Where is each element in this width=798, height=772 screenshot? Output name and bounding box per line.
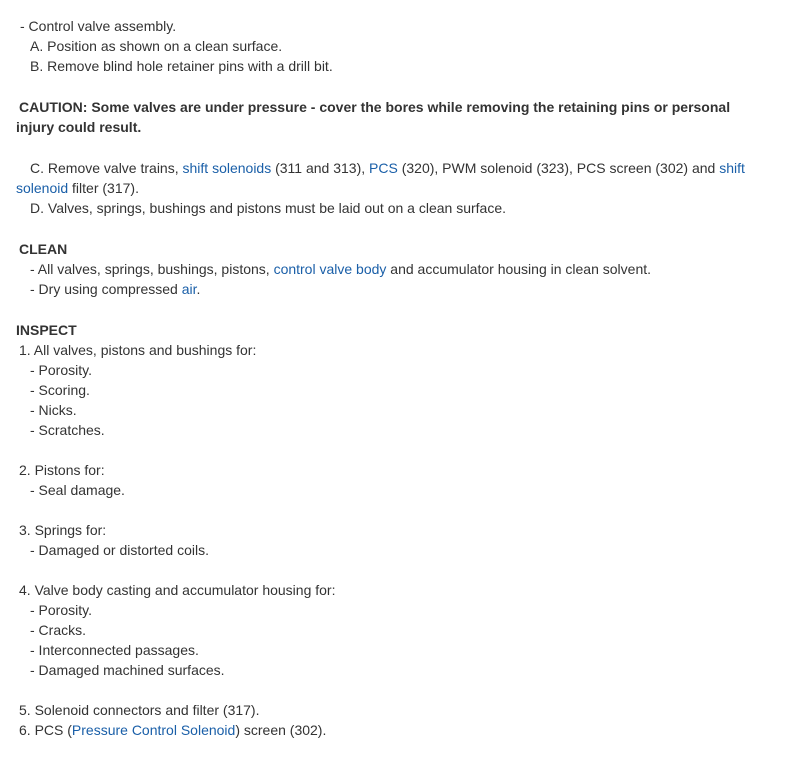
- clean-item-2-text-1: - Dry using compressed: [30, 281, 182, 297]
- shift-solenoids-link[interactable]: shift solenoids: [182, 160, 272, 176]
- clean-item-1: [30, 259, 768, 279]
- inspect-item-1: 1. All valves, pistons and bushings for:: [19, 342, 257, 358]
- inspect-item-1-scoring: - Scoring.: [30, 382, 90, 398]
- inspect-item-3-coils: - Damaged or distorted coils.: [30, 542, 209, 558]
- inspect-item-4-cracks: - Cracks.: [30, 622, 86, 638]
- step-d: D. Valves, springs, bushings and pistons must be laid out on a clean surface.: [30, 200, 507, 216]
- inspect-item-1-porosity: - Porosity.: [30, 362, 92, 378]
- clean-item-2: [30, 279, 768, 299]
- step-c-text-3: (320), PWM solenoid (323), PCS screen (302) and: [397, 160, 720, 176]
- control-valve-body-link[interactable]: control valve body: [273, 261, 387, 277]
- inspect-item-6: [19, 720, 768, 740]
- inspect-item-2: 2. Pistons for:: [19, 462, 105, 478]
- clean-heading: CLEAN: [19, 241, 68, 257]
- pcs-link[interactable]: PCS: [369, 160, 398, 176]
- inspect-item-2-seal-damage: - Seal damage.: [30, 482, 125, 498]
- clean-item-1-text-1: - All valves, springs, bushings, pistons,: [30, 261, 274, 277]
- inspect-item-1-nicks: - Nicks.: [30, 402, 77, 418]
- assembly-heading: - Control valve assembly.: [20, 18, 177, 34]
- assembly-step-b: B. Remove blind hole retainer pins with a drill bit.: [30, 58, 333, 74]
- caution-note: CAUTION: Some valves are under pressure - cover the bores while removing the retaining pins or personal injury could result.: [16, 99, 731, 135]
- inspect-item-6-text-2: ) screen (302).: [235, 722, 327, 738]
- air-link[interactable]: air: [181, 281, 197, 297]
- inspect-item-4: 4. Valve body casting and accumulator housing for:: [19, 582, 336, 598]
- inspect-item-4-porosity: - Porosity.: [30, 602, 92, 618]
- step-c-text-1: C. Remove valve trains,: [30, 160, 183, 176]
- step-c-text-2: (311 and 313),: [271, 160, 370, 176]
- step-c-text-4: filter (317).: [68, 180, 139, 196]
- shift-solenoid-link[interactable]: shift solenoid: [16, 160, 745, 196]
- inspect-item-4-passages: - Interconnected passages.: [30, 642, 199, 658]
- inspect-item-1-scratches: - Scratches.: [30, 422, 105, 438]
- inspect-item-3: 3. Springs for:: [19, 522, 107, 538]
- inspect-heading: INSPECT: [16, 322, 77, 338]
- inspect-item-5: 5. Solenoid connectors and filter (317).: [19, 702, 260, 718]
- step-c: [16, 158, 752, 198]
- assembly-step-a: A. Position as shown on a clean surface.: [30, 38, 283, 54]
- clean-item-2-text-2: .: [196, 281, 201, 297]
- clean-item-1-text-2: and accumulator housing in clean solvent.: [386, 261, 652, 277]
- pressure-control-solenoid-link[interactable]: Pressure Control Solenoid: [71, 722, 236, 738]
- inspect-item-4-surfaces: - Damaged machined surfaces.: [30, 662, 225, 678]
- inspect-item-6-text-1: 6. PCS (: [19, 722, 72, 738]
